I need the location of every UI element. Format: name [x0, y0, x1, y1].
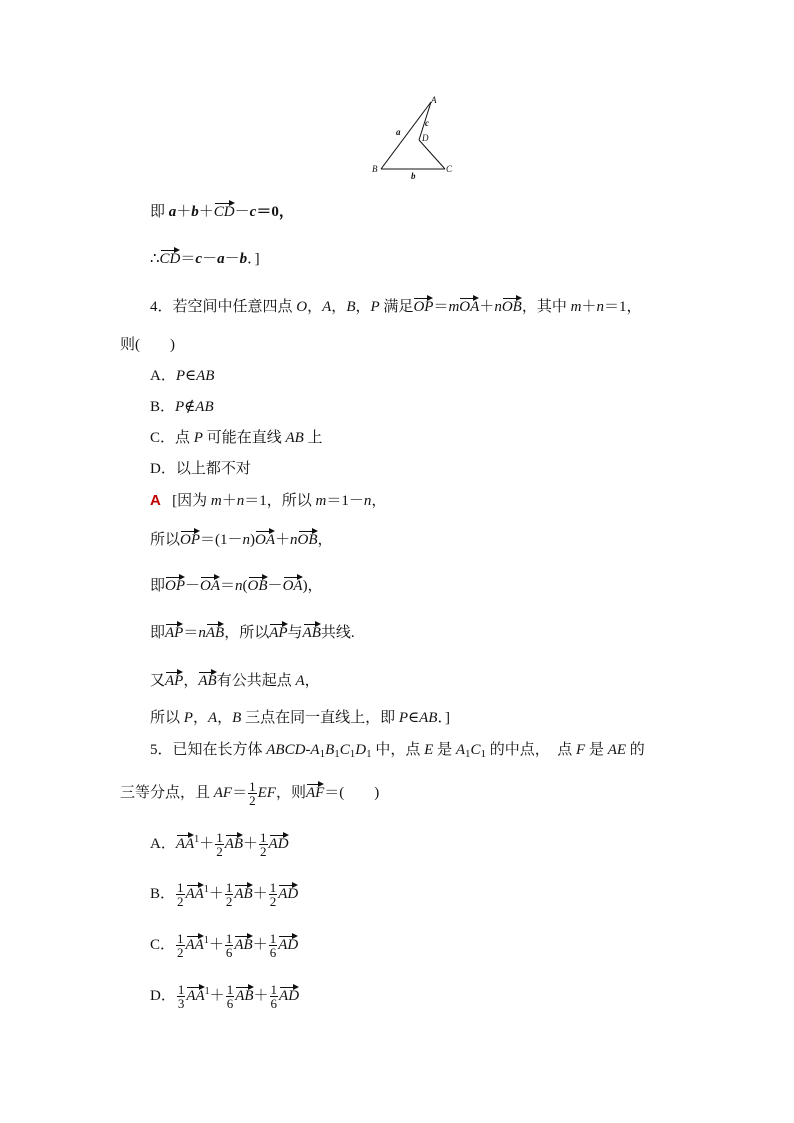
text-fragment: b: [191, 204, 199, 220]
fraction-denominator: 3: [177, 996, 185, 1012]
fraction-denominator: 6: [225, 945, 233, 961]
text-fragment: a: [217, 251, 225, 267]
fraction: [176, 932, 185, 959]
text-fragment: ABCD-A: [266, 742, 320, 758]
vector-term: AP: [165, 669, 183, 689]
text-fragment: n: [596, 299, 604, 315]
vector-CD: CD: [214, 200, 235, 220]
text-fragment: 5．已知在长方体: [150, 742, 267, 758]
text-fragment: P: [193, 430, 203, 446]
q4-solution-1: [150, 528, 333, 550]
text-fragment: D．: [150, 461, 176, 477]
text-fragment: B: [232, 710, 242, 726]
text-fragment: n: [242, 532, 251, 548]
text-fragment: 4．若空间中任意四点: [150, 299, 297, 315]
text-fragment: 即: [150, 578, 166, 594]
text-fragment: C: [339, 742, 350, 758]
fraction: [225, 932, 234, 959]
fraction: [215, 831, 224, 858]
text-fragment: 所以: [150, 710, 184, 726]
text-fragment: 1: [319, 748, 326, 760]
vector-term: AD: [278, 933, 298, 953]
fraction-numerator: 1: [216, 830, 223, 846]
text-fragment: C．: [150, 430, 176, 446]
text-fragment: －: [234, 204, 250, 220]
text-fragment: n: [235, 578, 243, 594]
q4-option-b: [150, 397, 214, 417]
text-fragment: A: [295, 673, 305, 689]
text-fragment: －: [202, 251, 218, 267]
figure-lines: [381, 102, 445, 169]
text-fragment: ): [250, 532, 256, 548]
vector-term: OP: [413, 295, 433, 315]
label-B: B: [372, 164, 378, 174]
text-fragment: m: [448, 299, 460, 315]
text-fragment: n: [494, 299, 502, 315]
text-fragment: ＝: [183, 625, 199, 641]
text-fragment: 1: [203, 884, 209, 895]
text-fragment: 1: [465, 748, 471, 760]
text-fragment: m: [315, 493, 327, 509]
text-fragment: B．: [150, 399, 176, 415]
text-fragment: ＋: [176, 204, 192, 220]
q4-solution-3: [150, 621, 355, 643]
fraction-numerator: 1: [177, 880, 184, 896]
text-fragment: ＝1，所以: [244, 493, 316, 509]
q4-option-c: [150, 428, 323, 448]
fraction-denominator: 2: [177, 945, 184, 961]
fraction-denominator: 2: [225, 894, 233, 910]
text-fragment: n: [236, 493, 245, 509]
text-fragment: 1: [204, 986, 210, 997]
text-fragment: －: [267, 578, 283, 594]
fraction-denominator: 2: [216, 844, 223, 860]
text-fragment: (: [242, 578, 248, 594]
vector-term: AA: [176, 832, 194, 852]
prev-line-1: [150, 200, 294, 222]
text-fragment: ＋: [199, 836, 215, 852]
prev-line-2: [150, 247, 260, 269]
text-fragment: ．]: [247, 251, 260, 267]
text-fragment: O: [296, 299, 308, 315]
text-fragment: 上: [303, 430, 323, 446]
text-fragment: 的: [626, 742, 645, 758]
vector-term: AB: [206, 621, 224, 641]
q4-option-a: [150, 366, 214, 386]
label-c: c: [425, 118, 429, 128]
vector-term: AD: [279, 984, 299, 1004]
text-fragment: 的中点， 点: [486, 742, 577, 758]
text-fragment: ＝: [232, 784, 248, 801]
vector-CD: CD: [160, 247, 181, 267]
text-fragment: P: [370, 299, 380, 315]
vector-term: OB: [298, 528, 318, 548]
text-fragment: ，: [307, 299, 323, 315]
text-fragment: ＋: [253, 988, 269, 1004]
text-fragment: 是: [585, 742, 608, 758]
text-fragment: ，: [371, 493, 387, 509]
text-fragment: [因为: [172, 493, 211, 509]
fraction: [176, 881, 185, 908]
fraction-numerator: 1: [269, 931, 277, 947]
text-fragment: ＝1，: [603, 299, 642, 315]
fraction-numerator: 1: [177, 931, 184, 947]
vector-term: AB: [234, 933, 252, 953]
text-fragment: 中，点: [371, 742, 425, 758]
vector-term: AB: [303, 621, 321, 641]
fraction-denominator: 6: [269, 945, 277, 961]
text-fragment: A: [455, 742, 465, 758]
text-fragment: 三等分点，且: [120, 784, 214, 801]
text-fragment: 1: [194, 834, 200, 845]
text-fragment: 1: [203, 935, 209, 946]
fraction-one-half: [248, 780, 257, 807]
text-fragment: ＋: [221, 493, 237, 509]
text-fragment: ，所以: [224, 625, 270, 641]
fraction-denominator: 2: [249, 793, 256, 808]
q5-option-b: [150, 880, 298, 908]
text-fragment: AB: [419, 710, 438, 726]
text-fragment: D．: [150, 988, 176, 1004]
text-fragment: P∈AB: [175, 368, 215, 384]
text-fragment: ＋: [479, 299, 495, 315]
text-fragment: ，其中: [521, 299, 571, 315]
text-fragment: ，: [317, 532, 333, 548]
vector-term: AA: [186, 984, 204, 1004]
text-fragment: －: [224, 251, 240, 267]
text-fragment: n: [363, 493, 372, 509]
text-fragment: c: [195, 251, 203, 267]
q5-stem: [150, 740, 645, 764]
vector-term: AA: [186, 933, 204, 953]
vector-term: AB: [225, 832, 243, 852]
text-fragment: ＋: [252, 937, 268, 953]
text-fragment: ＝( ): [324, 784, 380, 801]
fraction-numerator: 1: [249, 779, 256, 794]
fraction-numerator: 1: [270, 982, 278, 998]
q4-answer: [150, 491, 386, 511]
text-fragment: ，: [355, 299, 371, 315]
label-C: C: [446, 164, 453, 174]
text-fragment: 有公共起点: [216, 673, 296, 689]
text-fragment: B: [325, 742, 335, 758]
text-fragment: F: [576, 742, 586, 758]
q5-option-c: [150, 931, 298, 959]
fraction-denominator: 2: [177, 894, 184, 910]
text-fragment: ，: [192, 710, 208, 726]
text-fragment: P: [183, 710, 193, 726]
text-fragment: 可能在直线: [202, 430, 286, 446]
fraction: [269, 932, 278, 959]
text-fragment: ，: [183, 673, 199, 689]
text-fragment: ＝(1－: [200, 532, 243, 548]
text-fragment: 所以: [150, 532, 181, 548]
text-fragment: 共线.: [320, 625, 355, 641]
vector-term: OP: [180, 528, 200, 548]
fraction-denominator: 2: [269, 894, 277, 910]
text-fragment: ＝: [180, 251, 196, 267]
vector-term: AB: [234, 882, 252, 902]
text-fragment: A: [207, 710, 218, 726]
text-fragment: ＋: [275, 532, 291, 548]
text-fragment: ，: [331, 299, 347, 315]
text-fragment: m: [570, 299, 582, 315]
text-fragment: ＋: [209, 988, 225, 1004]
label-a: a: [396, 127, 401, 137]
fraction: [269, 881, 278, 908]
text-fragment: 1: [480, 748, 487, 760]
vector-term: OA: [255, 528, 275, 548]
q4-solution-2: [150, 574, 323, 596]
fraction-numerator: 1: [269, 880, 277, 896]
text-fragment: A: [322, 299, 332, 315]
text-fragment: ，则: [275, 784, 306, 801]
text-fragment: ＋: [243, 836, 259, 852]
text-fragment: ∴: [150, 251, 160, 267]
fraction: [270, 983, 279, 1010]
text-fragment: 1: [366, 748, 372, 760]
text-fragment: C: [470, 742, 481, 758]
text-fragment: E: [424, 742, 434, 758]
q5-stem-2: [120, 780, 379, 807]
fraction-numerator: 1: [225, 931, 233, 947]
q5-option-a: [150, 830, 289, 858]
text-fragment: 即: [150, 204, 169, 220]
text-fragment: ＋: [198, 204, 214, 220]
text-fragment: n: [198, 625, 206, 641]
text-fragment: AF: [213, 784, 233, 801]
text-fragment: ．]: [437, 710, 450, 726]
text-fragment: b: [239, 251, 248, 267]
fraction-numerator: 1: [225, 880, 233, 896]
vector-term: OA: [200, 574, 220, 594]
label-A: A: [431, 95, 437, 105]
vector-term: AD: [269, 832, 289, 852]
triangle-figure: [368, 92, 460, 182]
fraction: [177, 983, 186, 1010]
text-fragment: 与: [287, 625, 303, 641]
text-fragment: EF: [257, 784, 276, 801]
text-fragment: ＝1－: [326, 493, 364, 509]
q4-solution-5: [150, 708, 450, 728]
text-fragment: ＋: [208, 886, 224, 902]
text-fragment: n: [290, 532, 298, 548]
q4-option-d: [150, 459, 251, 479]
text-fragment: 1: [349, 748, 356, 760]
text-fragment: A．: [150, 836, 176, 852]
vector-term: OB: [502, 295, 522, 315]
label-b: b: [411, 171, 416, 181]
label-D: D: [422, 133, 429, 143]
text-fragment: ，: [217, 710, 233, 726]
fraction-numerator: 1: [260, 830, 267, 846]
fraction-numerator: 1: [177, 982, 185, 998]
text-fragment: ＋: [252, 886, 268, 902]
vector-term: OB: [248, 574, 268, 594]
fraction-denominator: 6: [270, 996, 278, 1012]
text-fragment: 点: [175, 430, 194, 446]
text-fragment: P∉AB: [175, 399, 214, 415]
vector-term: AF: [306, 781, 324, 801]
text-fragment: ＋: [208, 937, 224, 953]
text-fragment: 1: [334, 748, 340, 760]
text-fragment: 三点在同一直线上，即: [241, 710, 399, 726]
vector-term: OA: [459, 295, 479, 315]
vector-term: OA: [283, 574, 303, 594]
q5-option-d: [150, 982, 299, 1010]
text-fragment: D: [355, 742, 367, 758]
fraction-denominator: 2: [260, 844, 267, 860]
text-fragment: A．: [150, 368, 176, 384]
text-fragment: )，: [302, 578, 323, 594]
text-fragment: a: [168, 204, 177, 220]
text-fragment: AB: [285, 430, 304, 446]
text-fragment: 即: [150, 625, 166, 641]
vector-term: OP: [165, 574, 185, 594]
text-fragment: 又: [150, 673, 166, 689]
text-fragment: ＝: [433, 299, 449, 315]
text-fragment: C．: [150, 937, 176, 953]
vector-term: AD: [278, 882, 298, 902]
text-fragment: ＝0，: [256, 204, 294, 220]
text-fragment: 是: [433, 742, 456, 758]
text-fragment: c: [249, 204, 257, 220]
text-fragment: 以上都不对: [175, 461, 251, 477]
vector-term: AB: [235, 984, 253, 1004]
vector-term: AP: [269, 621, 287, 641]
text-fragment: ＋: [581, 299, 597, 315]
answer-letter: A: [150, 492, 161, 509]
text-fragment: AE: [607, 742, 627, 758]
vector-term: AA: [186, 882, 204, 902]
q4-solution-4: [150, 669, 320, 691]
text-fragment: －: [185, 578, 201, 594]
text-fragment: 满足: [379, 299, 414, 315]
fraction: [259, 831, 268, 858]
text-fragment: P: [398, 710, 408, 726]
text-fragment: ∈: [408, 710, 420, 726]
text-fragment: m: [210, 493, 222, 509]
fraction: [226, 983, 235, 1010]
fraction-numerator: 1: [226, 982, 234, 998]
text-fragment: ，: [304, 673, 320, 689]
vector-term: AP: [165, 621, 183, 641]
text-fragment: B．: [150, 886, 176, 902]
fraction-denominator: 6: [226, 996, 234, 1012]
text-fragment: ＝: [220, 578, 236, 594]
fraction: [225, 881, 234, 908]
q4-stem-2: 则( ): [120, 337, 175, 353]
vector-term: AB: [198, 669, 216, 689]
text-fragment: B: [346, 299, 356, 315]
q4-stem: [150, 295, 641, 317]
